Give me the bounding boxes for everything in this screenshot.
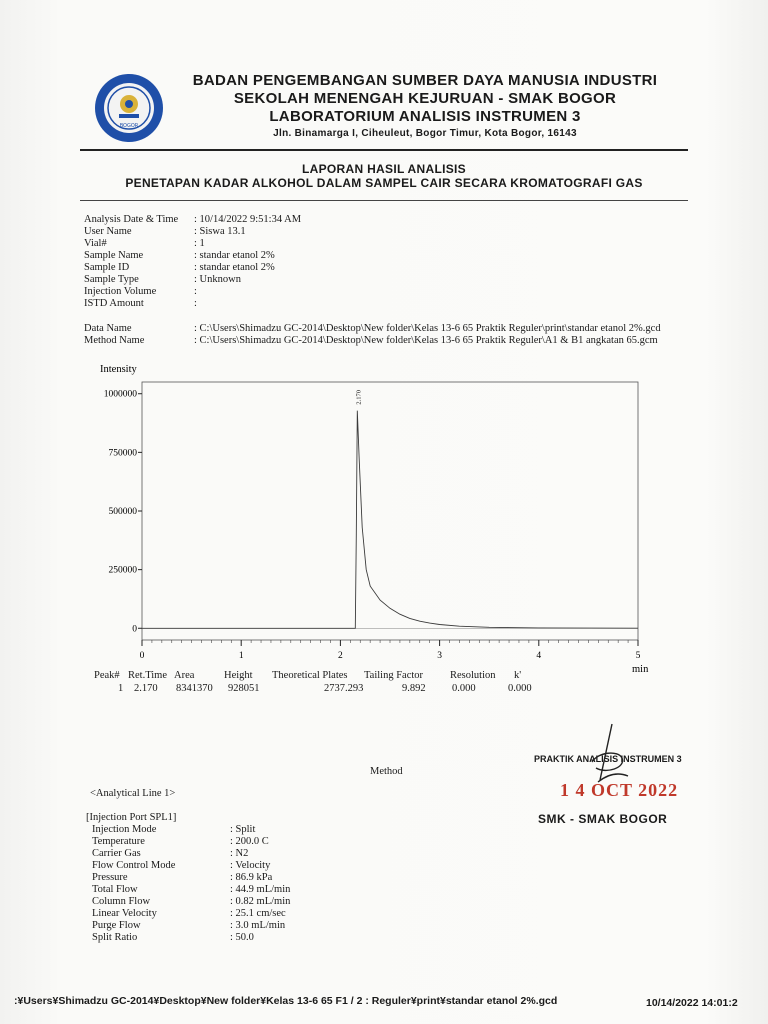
- meta-row: [84, 262, 704, 274]
- method-param-label: Column Flow: [92, 896, 151, 907]
- method-param-value: : Velocity: [230, 860, 271, 871]
- method-param-label: Linear Velocity: [92, 908, 157, 919]
- meta-value: : 1: [194, 238, 205, 249]
- method-param-value: : 200.0 C: [230, 836, 269, 847]
- meta-row: [84, 274, 704, 286]
- method-param-label: Injection Mode: [92, 824, 157, 835]
- meta-value: : Unknown: [194, 274, 241, 285]
- method-param-row: [92, 860, 392, 872]
- meta-value: :: [194, 286, 197, 297]
- method-param-value: : N2: [230, 848, 249, 859]
- header-rule: [80, 149, 688, 151]
- method-param-value: : 44.9 mL/min: [230, 884, 291, 895]
- y-tick-label: 250000: [108, 565, 137, 576]
- meta-label: Sample ID: [84, 262, 130, 273]
- meta-label: Sample Name: [84, 250, 144, 261]
- meta-value: : standar etanol 2%: [194, 250, 275, 261]
- meta-value: :: [194, 298, 197, 309]
- method-param-label: Temperature: [92, 836, 145, 847]
- method-param-value: : 3.0 mL/min: [230, 920, 286, 931]
- meta-row: [84, 214, 704, 226]
- peak-table-header: Height: [224, 670, 253, 681]
- x-tick-label: 1: [238, 651, 244, 661]
- meta-row: [84, 298, 704, 310]
- meta-label: User Name: [84, 226, 132, 237]
- footer-path: :¥Users¥Shimadzu GC-2014¥Desktop¥New folder¥Kelas 13-6 65 F1 / 2 : Reguler¥print¥standar etanol 2%.gcd: [14, 995, 558, 1007]
- method-param-label: Pressure: [92, 872, 128, 883]
- method-param-value: : 0.82 mL/min: [230, 896, 291, 907]
- method-param-label: Carrier Gas: [92, 848, 141, 859]
- meta-row: [84, 286, 704, 298]
- peak-table-cell: 0.000: [508, 683, 532, 694]
- x-axis-label: min: [632, 664, 649, 675]
- meta-label: Vial#: [84, 238, 107, 249]
- method-param-row: [92, 824, 392, 836]
- y-tick-label: 1000000: [103, 389, 137, 400]
- header-address: Jln. Binamarga I, Ciheuleut, Bogor Timur, Kota Bogor, 16143: [273, 128, 577, 139]
- method-param-value: : 25.1 cm/sec: [230, 908, 286, 919]
- file-label: Method Name: [84, 335, 145, 346]
- method-param-label: Total Flow: [92, 884, 138, 895]
- method-param-row: [92, 872, 392, 884]
- stamp-line3: SMK - SMAK BOGOR: [538, 812, 668, 826]
- x-tick-label: 3: [437, 651, 442, 661]
- method-param-row: [92, 932, 392, 944]
- meta-value: : standar etanol 2%: [194, 262, 275, 273]
- peak-table-cell: 928051: [228, 683, 260, 694]
- peak-table-cell: 2737.293: [324, 683, 364, 694]
- x-tick-label: 2: [338, 651, 343, 661]
- method-param-value: : 50.0: [230, 932, 254, 943]
- method-title: Method: [370, 766, 403, 777]
- method-param-row: [92, 884, 392, 896]
- header-line3: LABORATORIUM ANALISIS INSTRUMEN 3: [269, 108, 581, 125]
- method-param-value: : 86.9 kPa: [230, 872, 273, 883]
- file-value: : C:\Users\Shimadzu GC-2014\Desktop\New folder\Kelas 13-6 65 Praktik Reguler\print\standar etanol 2%.gcd: [194, 323, 661, 334]
- method-param-row: [92, 836, 392, 848]
- method-param-row: [92, 908, 392, 920]
- y-axis-label: Intensity: [100, 364, 137, 375]
- method-param-row: [92, 848, 392, 860]
- report-subtitle: PENETAPAN KADAR ALKOHOL DALAM SAMPEL CAIR SECARA KROMATOGRAFI GAS: [125, 176, 643, 190]
- peak-table-cell: 0.000: [452, 683, 476, 694]
- plot-frame: [142, 382, 638, 640]
- y-tick-label: 500000: [108, 507, 137, 517]
- report-title: LAPORAN HASIL ANALISIS: [302, 162, 466, 176]
- meta-label: ISTD Amount: [84, 298, 144, 309]
- peak-table-header: Area: [174, 670, 195, 681]
- method-param-value: : Split: [230, 824, 256, 835]
- file-row: [84, 323, 704, 335]
- peak-table-header: Ret.Time: [128, 670, 167, 681]
- meta-value: : 10/14/2022 9:51:34 AM: [194, 214, 302, 225]
- meta-label: Analysis Date & Time: [84, 214, 179, 225]
- method-param-row: [92, 896, 392, 908]
- peak-label: 2.170: [355, 389, 363, 405]
- chromatogram-trace: [142, 411, 638, 629]
- stamp-line1: PRAKTIK ANALISIS INSTRUMEN 3: [534, 754, 682, 764]
- meta-row: [84, 250, 704, 262]
- file-metadata: [84, 323, 704, 347]
- school-logo-icon: [93, 72, 165, 144]
- peak-table-header: Tailing Factor: [364, 670, 424, 681]
- injection-port-section: [Injection Port SPL1]: [86, 812, 177, 823]
- header-line1: BADAN PENGEMBANGAN SUMBER DAYA MANUSIA INDUSTRI: [192, 72, 658, 89]
- method-param-row: [92, 920, 392, 932]
- method-param-label: Purge Flow: [92, 920, 141, 931]
- method-params: [92, 824, 392, 944]
- chromatogram-chart: [80, 360, 680, 680]
- footer-datetime: 10/14/2022 14:01:2: [646, 997, 738, 1009]
- y-tick-label: 750000: [108, 448, 137, 459]
- x-tick-label: 5: [635, 651, 641, 661]
- title-rule: [80, 200, 688, 201]
- meta-label: Injection Volume: [84, 286, 157, 297]
- peak-table-header: Resolution: [450, 670, 496, 681]
- peak-table-cell: 1: [118, 683, 124, 694]
- file-label: Data Name: [84, 323, 132, 334]
- peak-table-header: Theoretical Plates: [272, 670, 348, 681]
- file-value: : C:\Users\Shimadzu GC-2014\Desktop\New folder\Kelas 13-6 65 Praktik Reguler\A1 & B1 angkatan 65.gcm: [194, 335, 658, 346]
- peak-table-cell: 8341370: [176, 683, 213, 694]
- method-param-label: Flow Control Mode: [92, 860, 176, 871]
- header-line2: SEKOLAH MENENGAH KEJURUAN - SMAK BOGOR: [233, 90, 617, 107]
- peak-table-cell: 2.170: [134, 683, 158, 694]
- peak-table-header: Peak#: [94, 670, 120, 681]
- y-tick-label: 0: [132, 624, 137, 635]
- x-tick-label: 4: [536, 651, 542, 661]
- analytical-line: <Analytical Line 1>: [90, 788, 176, 799]
- meta-label: Sample Type: [84, 274, 139, 285]
- sample-metadata: [84, 214, 704, 310]
- meta-value: : Siswa 13.1: [194, 226, 246, 237]
- peak-table-cell: 9.892: [402, 683, 426, 694]
- x-tick-label: 0: [139, 651, 145, 661]
- stamp-date: 1 4 OCT 2022: [560, 780, 679, 800]
- logo-text: BOGOR: [119, 123, 139, 129]
- meta-row: [84, 226, 704, 238]
- peak-table-header: k': [514, 670, 522, 681]
- meta-row: [84, 238, 704, 250]
- file-row: [84, 335, 704, 347]
- method-param-label: Split Ratio: [92, 932, 138, 943]
